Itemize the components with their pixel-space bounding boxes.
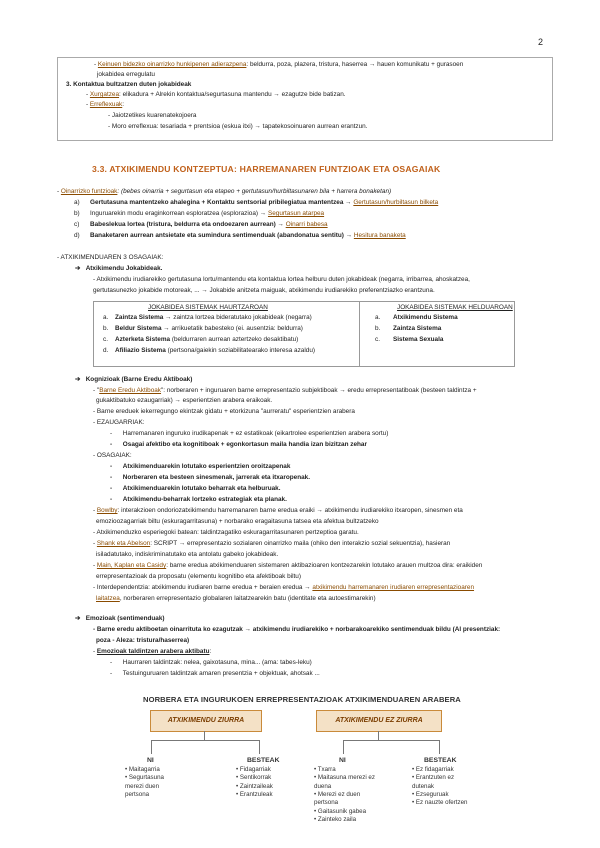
row-bold: Azterketa Sistema [115,336,171,343]
kognizioak-line-1 [93,386,477,395]
table-divider [359,302,360,366]
xurgatzea-line: - Xurgatzea: elikadura + Alrekin kontaktua/segurtasuna mantendu → ezagutze bide batizan. [86,91,346,98]
row-letter: c. [375,336,380,343]
osagaia-3-text: Atxikimenduarekin lotutako beharrak eta helburuak. [122,485,281,492]
connector [343,740,344,754]
row-letter: a. [103,314,109,321]
erreflex-2: - Moro erreflexua: tesariada + prentsioa (eskua itxi) → tapatekosoinuaren aurrean erantzun. [108,123,368,130]
erreflex-1: - Jaiotzetikes kuarenatekojoera [108,112,197,119]
table-right-row [375,324,441,333]
list-item: • Txarra [314,766,336,773]
osagaia-1-text: Atxikimenduarekin lotutako esperientzien oroitzapenak [122,463,291,470]
arrow-icon: ➔ [75,265,81,272]
jokabidea-text-1: - Atxikimendu irudiarekiko gertutasuna lortu/mantendu eta kontaktua lortea helburu duten jokabideak (negarra, irribarrea, ahoskatzea, [93,276,470,283]
list-item: • Erantzuten ez [412,774,455,782]
list-item: • Fidagarriak [236,766,271,773]
bowlby-text: : interakzioen ondoriozatxikimendu harremanaren barne eredua eraiki → atxikimendu irudiarekiko itxaropen, sinesmen eta [117,507,463,514]
quote-open: - " [93,387,100,394]
emozioak-sub-1-text: Haurraren taldintzak: nelea, gaixotasuna, mina... (ama: tabes-leku) [122,659,312,666]
oinarrizko-link[interactable]: Oinarrizko funtzioak [60,188,118,195]
list-item: duena [314,782,332,790]
atxikimendu-ziurra-box: ATXIKIMENDU ZIURRA [150,710,262,732]
erreflexuak-colon: : [122,101,125,108]
label-besteak-ziurra: BESTEAK [247,757,280,764]
keinu-link[interactable]: Keinuen bidezko oinarrizko hunkipenen adierazpena [97,61,247,68]
connector [151,740,152,754]
item-text: Inguruarekin modu eraginkorrean esploratzea (esplorazioa) → [90,210,268,217]
row-bold: Beldur Sistema [115,325,162,332]
dash: - [94,61,98,68]
table-left-header: JOKABIDEA SISTEMAK HAURTZAROAN [148,304,268,311]
list-item: • Ez fidagarriak [412,766,454,773]
list-item: • Maitasuna merezi ez [314,774,375,782]
emozioak-line-3 [93,647,211,656]
row-letter: b. [375,325,381,332]
top-line-2: jokabidea erregulatu [97,71,155,78]
barne-eredu-link[interactable]: Barne Eredu Aktiboak [99,387,162,394]
inter-link-2[interactable]: laitatzea [96,595,120,602]
row-letter: d. [103,347,109,354]
ezaugarriak-head: - EZAUGARRIAK: [93,419,145,426]
emozioak-taldintza-link[interactable]: Emozioak taldintzen arabera aktibatu [96,648,210,655]
connector [204,731,205,740]
kognizioak-line-1-rest: ": norberaren + inguruaren barne errepresentazio subjektiboak → eredu errepresentatiboak (besteen taldintza + [161,387,477,394]
item-link[interactable]: Segurtasun atarpea [267,210,325,217]
bowlby-link[interactable]: Bowlby [96,507,118,514]
section-title: 3.3. ATXIKIMENDU KONTZEPTUA: HARREMANAREN FUNTZIOAK ETA OSAGAIAK [92,164,441,174]
table-right-row [375,313,458,322]
emozioak-sub-2-text: Testuinguruaren taldintzak amaren presentzia + objektuak, ahotsak ... [122,670,320,677]
osagaia-1: - Atxikimenduarekin lotutako esperientzien oroitzapenak [110,463,291,470]
inter-line [93,583,474,592]
emozioak-line-1: - Barne eredu aktiboetan oinarrituta ko ezagutzak → atxikimendu irudiarekiko + norbarakoarekiko sentimenduak bildu (Al presentziak: [93,626,501,633]
list-item: • Ezseguruak [412,791,449,799]
osagaia-4-text: Atxikimendu-beharrak lortzeko estrategiak eta planak. [122,496,287,503]
kognizioak-line-3: - Barne ereduek iekerregungo ekintzak gidatu + etorkizuna "aurreratu" esperientzien arabera [93,408,355,415]
label-besteak-ez-ziurra: BESTEAK [424,757,457,764]
bowlby-line-2: emozioozagarriak biltu (eskuragarritasuna) + norbarako eragaitasuna tatsea eta afektua bultzatzeko [96,518,379,525]
connector [439,740,440,754]
kognizioak-title-text: Kognizioak (Barne Eredu Aktiboak) [85,376,193,383]
row-bold: Atxikimendu Sistema [393,314,458,321]
table-left-row [103,324,303,333]
list-ni-ez-ziurra [314,766,375,825]
item-text: Babeslekua lortea (tristura, beldurra eta ondoezaren aurrean) → [90,221,286,228]
row-bold: Afiliazio Sistema [115,347,166,354]
inter-line-2 [96,594,376,603]
row-bold: Zaintza Sistema [115,314,164,321]
osagaiak-head: - OSAGAIAK: [93,452,132,459]
jokabidea-title [75,264,162,273]
row-letter: a. [375,314,381,321]
osagaia-2: - Norberaren eta besteen sinesmenak, jarrerak eta itxaropenak. [110,474,310,481]
erreflexuak-link[interactable]: Erreflexuak [89,101,123,108]
osagaiak-heading: - ATXIKIMENDUAREN 3 OSAGAIAK: [57,254,164,261]
row-letter: b. [103,325,109,332]
item-letter: a) [74,199,80,206]
list-item: merezi duen [125,782,160,790]
table-left-row [103,346,315,355]
oinarrizko-item-d [74,231,406,240]
main-text: : barne eredua atxikimenduaren sistemaren aktibazioaren kontzezarekin lotutako arauen multzoa dira: eraikiden [166,562,483,569]
item-link[interactable]: Hesitura banaketa [353,232,406,239]
dash: - [93,648,97,655]
emozioak-sub-2: - Testuinguruaren taldintzak amaren presentzia + objektuak, ahotsak ... [110,670,320,677]
arrow-icon: ➔ [75,376,81,383]
list-item: • Erantzuleak [236,791,273,799]
inter-link[interactable]: atxikimendu harremanaren irudiaren errepresentazioaren [312,584,475,591]
connector [378,731,379,740]
table-left-row [103,335,298,344]
connector [151,740,259,741]
list-item: • Zainteko zaila [314,816,357,824]
item-letter: b) [74,210,80,217]
item-text: Gertutasuna mantentzeko ahalegina + Kontaktu sentsorial pribilegiatua mantentzea → [90,199,354,206]
main-link[interactable]: Main, Kaplan eta Casidy [96,562,167,569]
label-ni-ziurra: NI [147,757,154,764]
shank-link[interactable]: Shank eta Abelson [96,540,151,547]
kognizioak-line-2: gukaktibatuko ezaugarriak) → esperientzien arabera eraikoak. [96,397,273,404]
list-item: pertsona [125,791,150,799]
item-letter: d) [74,232,80,239]
list-item: • Merezi ez duen [314,791,361,799]
osagaia-4: - Atxikimendu-beharrak lortzeko estrategiak eta planak. [110,496,287,503]
row-bold: Sistema Sexuala [393,336,444,343]
ezaugarria-1-text: Harremanaren inguruko irudikapenak + ez estatikoak (eikartrolee esperientzien arabera sortu) [122,430,389,437]
list-item: dutenak [412,782,435,790]
list-besteak-ez-ziurra [412,766,467,808]
jokabidea-title-text: Atxikimendu Jokabideak. [85,265,163,272]
kognizioak-title [75,375,192,384]
list-item: • Zaintzaileak [236,782,273,790]
osagaia-2-text: Norberaren eta besteen sinesmenak, jarrerak eta itxaropenak. [122,474,310,481]
list-item: pertsona [314,799,339,807]
oinarrizko-head: - Oinarrizko funtzioak: (bebes oinarria + segurtasun eta etapeo + gertutasun/hurbiltasunaren bila + harrera bonaketan) [57,188,392,195]
top-line-1 [94,60,463,69]
main-line-2: errepresentazioak da proposatu (elementu kognitibo eta afektiboak biltu) [96,573,301,580]
page-number: 2 [537,37,543,47]
shank-line-2: isiladatutako, indiskriminatutako eta antolatu gabeko jokabideak. [96,551,279,558]
item-letter: c) [74,221,80,228]
row-rest: (beldurraren aurrean aztertzeko desaktibatu) [170,336,299,343]
inter-text: - Interdependentzia: atxikimendu irudiaren barne eredua + beraien eredua → [93,584,313,591]
oinarrizko-rest: : (bebes oinarria + segurtasun eta etapeo + gertutasun/hurbiltasunaren bila + harrera bonaketan) [117,188,392,195]
ezaugarria-1: - Harremanaren inguruko irudikapenak + ez estatikoak (eikartrolee esperientzien arabera sortu) [110,430,389,437]
connector [259,740,260,754]
table-left-row [103,313,312,322]
row-bold: Zaintza Sistema [393,325,442,332]
list-item: • Segurtasuna [125,774,164,782]
item-text: Banaketaren aurrean antsietate eta sumindura sentimenduak (abandonatua sentitu) → [90,232,354,239]
emozioak-line-2: poza - Aleza: tristura/haserrea) [96,637,190,644]
oinarrizko-item-b [74,209,324,218]
main-line: - Main, Kaplan eta Casidy: barne eredua atxikimenduaren sistemaren aktibazioaren kontzezarekin lotutako arauen multzoa dira: eraikiden [93,562,483,569]
row-rest: → arrikuetatik babesteko (ei. ausentzia: beldurra) [161,325,303,332]
emozioak-title-text: Emozioak (sentimenduak) [85,615,165,622]
xurgatzea-text: : elikadura + Alrekin kontaktua/segurtasuna mantendu → ezagutze bide batizan. [119,91,346,98]
table-right-row [375,335,443,344]
table-right-header: JOKABIDEA SISTEMAK HELDUAROAN [397,304,513,311]
item-3-label: 3. Kontaktua bultzatzen duten jokabideak [66,81,192,88]
row-rest: (pertsona/gaiekin soziabilitatearako interesa azaldu) [165,347,315,354]
list-ni-ziurra [125,766,164,799]
label-ni-ez-ziurra: NI [339,757,346,764]
shank-text: : SCRIPT → errepresentazio sozialaren oinarrizko maila (ohiko den interakzio sozial sekuentzia), hasieran [150,540,451,547]
ezaugarria-2-text: Osagai afektibo eta kognitiboak + egonkortasun maila handia izan bizitzan zehar [122,441,367,448]
top-line-1-rest: : beldurra, poza, plazera, tristura, haserrea → hauen komunikatu + gurasoen [246,61,464,68]
list-item: • Sentikorrak [236,774,272,782]
shank-line: - Shank eta Abelson: SCRIPT → errepresentazio sozialaren oinarrizko maila (ohiko den interakzio sozial sekuentzia), hasieran [93,540,451,547]
list-besteak-ziurra [236,766,273,799]
emozioak-title [75,614,165,623]
oinarrizko-item-c [74,220,328,229]
list-item: • Ez nauzte ofertzen [412,799,468,807]
oinarrizko-item-a [74,198,438,207]
erreflexuak-line: - Erreflexuak: [86,101,125,108]
jokabidea-text-2: gertutasunezko jokabide motoreak, ... → Jokabide anitzeta maiguak, atxikimendu irudiarekiko preferentziazko erantzuna. [93,287,435,294]
list-item: • Maitagarria [125,766,160,773]
emozioak-sub-1: - Haurraren taldintzak: nelea, gaixotasuna, mina... (ama: tabes-leku) [110,659,312,666]
ezaugarria-2: - Osagai afektibo eta kognitiboak + egonkortasun maila handia izan bizitzan zehar [110,441,367,448]
xurgatzea-link[interactable]: Xurgatzea [89,91,120,98]
row-rest: → zaintza lortzea bideratutako jokabideak (negarra) [163,314,312,321]
osagaia-3: - Atxikimenduarekin lotutako beharrak eta helburuak. [110,485,281,492]
row-letter: c. [103,336,108,343]
emozioak-colon: : [209,648,212,655]
item-link[interactable]: Oinarri babesa [285,221,328,228]
connector [343,740,439,741]
bowlby-line: - Bowlby: interakzioen ondoriozatxikimendu harremanaren barne eredua eraiki → atxikimendu irudiarekiko itxaropen, sinesmen eta [93,507,463,514]
atxikimendu-ez-ziurra-box: ATXIKIMENDU EZ ZIURRA [316,710,442,732]
arrow-icon: ➔ [75,615,81,622]
inter-text-2: , norberaren errepresentazio globalaren laitatzearekin batu (identitate eta autoestimarekin) [119,595,376,602]
bowlby-line-3: - Atxikimenduzko esperiegoki batean: taldintzagatiko eskuragarritasunaren pertzeptioa garatu. [93,529,359,536]
list-item: • Gaitasunik gabea [314,807,367,815]
diagram-title: NORBERA ETA INGURUKOEN ERREPRESENTAZIOAK ATXIKIMENDUAREN ARABERA [143,695,461,704]
item-link[interactable]: Gertutasun/hurbiltasun bilketa [353,199,439,206]
